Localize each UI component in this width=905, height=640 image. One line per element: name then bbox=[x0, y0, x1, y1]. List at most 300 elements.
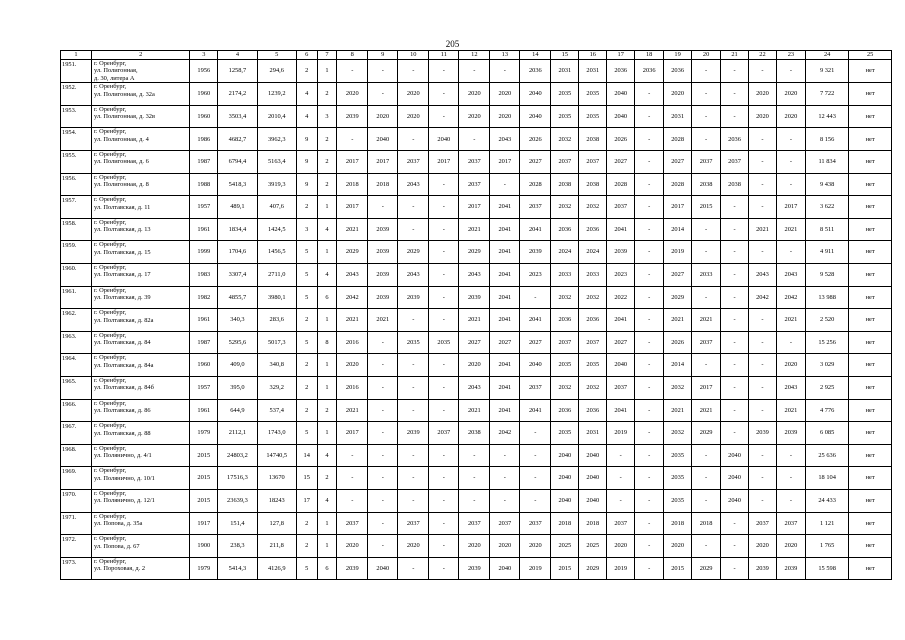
data-cell: - bbox=[429, 173, 459, 196]
data-cell: 2021 bbox=[664, 399, 692, 422]
column-number-cell: 9 bbox=[368, 51, 398, 60]
address-line: ул. Полигонная, д. 32а bbox=[94, 90, 155, 98]
data-cell: - bbox=[490, 60, 520, 83]
address-cell bbox=[92, 60, 190, 83]
data-cell: - bbox=[749, 173, 777, 196]
data-cell: 2027 bbox=[664, 151, 692, 174]
address-line: г. Оренбург, bbox=[94, 128, 127, 136]
address-cell bbox=[92, 399, 190, 422]
address-cell bbox=[92, 444, 190, 467]
data-cell: 2037 bbox=[337, 512, 368, 535]
data-cell: - bbox=[776, 444, 805, 467]
row-number: 1952. bbox=[61, 83, 92, 106]
data-cell: 2 bbox=[296, 354, 317, 377]
data-cell: - bbox=[368, 444, 398, 467]
data-cell: 2035 bbox=[429, 331, 459, 354]
data-cell: - bbox=[635, 309, 664, 332]
data-cell: 2038 bbox=[579, 128, 607, 151]
data-cell: 2020 bbox=[749, 83, 777, 106]
data-cell: 2020 bbox=[337, 354, 368, 377]
column-number-cell: 10 bbox=[398, 51, 429, 60]
data-cell: - bbox=[749, 331, 777, 354]
address-cell bbox=[92, 309, 190, 332]
data-cell: 6 bbox=[317, 557, 337, 580]
data-cell: 2027 bbox=[520, 151, 551, 174]
data-cell: - bbox=[776, 241, 805, 264]
data-cell: - bbox=[368, 489, 398, 512]
data-cell: 2038 bbox=[579, 173, 607, 196]
data-cell: 9 528 bbox=[805, 263, 848, 286]
row-number: 1961. bbox=[61, 286, 92, 309]
data-cell: 2024 bbox=[551, 241, 579, 264]
table-row bbox=[61, 241, 892, 264]
table-row bbox=[61, 399, 892, 422]
address-cell bbox=[92, 151, 190, 174]
data-cell: 2041 bbox=[607, 399, 635, 422]
data-cell: 2041 bbox=[490, 263, 520, 286]
data-cell: 2032 bbox=[579, 196, 607, 219]
data-cell: 2031 bbox=[579, 60, 607, 83]
data-cell: - bbox=[635, 196, 664, 219]
data-cell: нет bbox=[849, 241, 892, 264]
data-cell: 537,4 bbox=[257, 399, 296, 422]
data-cell: 2036 bbox=[551, 218, 579, 241]
data-cell: 1 bbox=[317, 512, 337, 535]
address-line: ул. Полянично, д. 10/1 bbox=[94, 474, 155, 482]
address-cell bbox=[92, 286, 190, 309]
address-cell bbox=[92, 376, 190, 399]
row-number: 1970. bbox=[61, 489, 92, 512]
data-cell: - bbox=[692, 218, 721, 241]
data-cell: 2026 bbox=[520, 128, 551, 151]
data-cell: 2033 bbox=[579, 263, 607, 286]
data-cell: нет bbox=[849, 331, 892, 354]
data-cell: 3 bbox=[317, 105, 337, 128]
data-cell: - bbox=[368, 467, 398, 490]
data-cell: 2 bbox=[296, 535, 317, 558]
data-cell: 2040 bbox=[490, 557, 520, 580]
data-cell: 2029 bbox=[692, 557, 721, 580]
data-cell: 13670 bbox=[257, 467, 296, 490]
data-cell: 2 bbox=[317, 83, 337, 106]
data-cell: - bbox=[635, 557, 664, 580]
data-cell: 2036 bbox=[579, 399, 607, 422]
data-cell: нет bbox=[849, 218, 892, 241]
data-cell: - bbox=[749, 467, 777, 490]
column-number-cell: 6 bbox=[296, 51, 317, 60]
data-cell: - bbox=[398, 467, 429, 490]
data-cell: - bbox=[721, 399, 749, 422]
data-cell: 2035 bbox=[551, 422, 579, 445]
data-cell: 4 bbox=[317, 444, 337, 467]
data-cell: 2 bbox=[296, 376, 317, 399]
data-cell: 2028 bbox=[607, 173, 635, 196]
address-line: ул. Полигонная, д. 8 bbox=[94, 181, 149, 188]
data-cell: 2040 bbox=[721, 489, 749, 512]
data-cell: нет bbox=[849, 60, 892, 83]
row-number: 1953. bbox=[61, 105, 92, 128]
data-cell: 3307,4 bbox=[218, 263, 257, 286]
data-cell: 2032 bbox=[664, 376, 692, 399]
data-cell: 2040 bbox=[579, 444, 607, 467]
data-cell: - bbox=[459, 444, 490, 467]
data-cell: 2029 bbox=[579, 557, 607, 580]
data-cell: 2031 bbox=[579, 422, 607, 445]
data-cell: 2020 bbox=[776, 354, 805, 377]
data-cell: 1 bbox=[317, 241, 337, 264]
data-cell: - bbox=[490, 467, 520, 490]
data-cell: 2040 bbox=[607, 105, 635, 128]
data-cell: 1456,5 bbox=[257, 241, 296, 264]
data-cell: - bbox=[368, 83, 398, 106]
data-cell: 2039 bbox=[459, 286, 490, 309]
data-cell: 2020 bbox=[398, 105, 429, 128]
table-row bbox=[61, 151, 892, 174]
data-cell: 2020 bbox=[459, 354, 490, 377]
data-cell: - bbox=[721, 105, 749, 128]
data-cell: 2019 bbox=[520, 557, 551, 580]
data-cell: нет bbox=[849, 263, 892, 286]
data-cell: 2026 bbox=[664, 331, 692, 354]
data-cell: 9 bbox=[296, 151, 317, 174]
table-row bbox=[61, 196, 892, 219]
data-cell: 8 511 bbox=[805, 218, 848, 241]
data-cell: 2037 bbox=[692, 151, 721, 174]
data-cell: 2039 bbox=[398, 422, 429, 445]
data-cell: 283,6 bbox=[257, 309, 296, 332]
data-cell: - bbox=[429, 376, 459, 399]
data-cell: - bbox=[635, 263, 664, 286]
data-cell: 2020 bbox=[368, 105, 398, 128]
data-cell: 1961 bbox=[190, 218, 218, 241]
data-cell: 2027 bbox=[459, 331, 490, 354]
address-line: д. 30, литера А bbox=[94, 74, 135, 82]
data-cell: - bbox=[429, 309, 459, 332]
data-cell: 2043 bbox=[459, 376, 490, 399]
address-line: г. Оренбург, bbox=[94, 399, 127, 407]
data-cell: - bbox=[692, 354, 721, 377]
data-cell: 2040 bbox=[368, 557, 398, 580]
address-line: ул. Полтавская, д. 82а bbox=[94, 316, 154, 324]
data-cell: 2041 bbox=[490, 354, 520, 377]
data-cell: 2711,0 bbox=[257, 263, 296, 286]
address-line: ул. Полянично, д. 4/1 bbox=[94, 452, 152, 460]
address-line: г. Оренбург, bbox=[94, 489, 127, 497]
data-cell: - bbox=[635, 331, 664, 354]
data-cell: 2039 bbox=[368, 218, 398, 241]
data-cell: 2 925 bbox=[805, 376, 848, 399]
data-cell: нет bbox=[849, 444, 892, 467]
data-cell: 5414,3 bbox=[218, 557, 257, 580]
data-cell: 2020 bbox=[664, 83, 692, 106]
data-cell: 2031 bbox=[664, 105, 692, 128]
data-cell: 3503,4 bbox=[218, 105, 257, 128]
data-cell: 2023 bbox=[607, 263, 635, 286]
row-number: 1968. bbox=[61, 444, 92, 467]
data-cell: 1424,5 bbox=[257, 218, 296, 241]
address-line: ул. Попова, д. 35а bbox=[94, 519, 143, 527]
data-cell: 5295,6 bbox=[218, 331, 257, 354]
data-cell: - bbox=[429, 444, 459, 467]
data-cell: 2037 bbox=[579, 331, 607, 354]
data-cell: 2018 bbox=[337, 173, 368, 196]
data-cell: - bbox=[398, 557, 429, 580]
table-row bbox=[61, 105, 892, 128]
data-cell: нет bbox=[849, 105, 892, 128]
data-cell: 6794,4 bbox=[218, 151, 257, 174]
data-cell: 2036 bbox=[664, 60, 692, 83]
data-cell: 18243 bbox=[257, 489, 296, 512]
data-cell: 2018 bbox=[368, 173, 398, 196]
data-cell: 2040 bbox=[551, 444, 579, 467]
data-cell: 2 bbox=[317, 151, 337, 174]
address-line: г. Оренбург, bbox=[94, 512, 127, 520]
address-line: г. Оренбург, bbox=[94, 354, 127, 362]
data-cell: 2040 bbox=[429, 128, 459, 151]
address-line: ул. Полтавская, д. 88 bbox=[94, 429, 151, 437]
table-row bbox=[61, 512, 892, 535]
data-cell: 2037 bbox=[398, 512, 429, 535]
data-cell: 7 722 bbox=[805, 83, 848, 106]
data-cell: 2035 bbox=[398, 331, 429, 354]
column-number-cell: 13 bbox=[490, 51, 520, 60]
data-cell: 2020 bbox=[490, 535, 520, 558]
address-cell bbox=[92, 557, 190, 580]
data-cell: 2037 bbox=[398, 151, 429, 174]
row-number: 1969. bbox=[61, 467, 92, 490]
address-cell bbox=[92, 83, 190, 106]
data-cell: 2035 bbox=[664, 489, 692, 512]
data-cell: 2021 bbox=[459, 309, 490, 332]
data-cell: - bbox=[721, 535, 749, 558]
data-cell: 2018 bbox=[551, 512, 579, 535]
address-line: ул. Полигонная, д. 4 bbox=[94, 135, 149, 143]
address-line: г. Оренбург, bbox=[94, 83, 127, 91]
data-cell: 1999 bbox=[190, 241, 218, 264]
row-number: 1971. bbox=[61, 512, 92, 535]
data-cell: - bbox=[776, 60, 805, 83]
data-cell: 2017 bbox=[337, 196, 368, 219]
data-cell: 1986 bbox=[190, 128, 218, 151]
row-number: 1956. bbox=[61, 173, 92, 196]
data-cell: 3 029 bbox=[805, 354, 848, 377]
data-cell: 2032 bbox=[551, 196, 579, 219]
data-cell: - bbox=[368, 422, 398, 445]
data-cell: 395,0 bbox=[218, 376, 257, 399]
data-cell: 12 443 bbox=[805, 105, 848, 128]
row-number: 1967. bbox=[61, 422, 92, 445]
data-cell: - bbox=[635, 354, 664, 377]
data-cell: 2020 bbox=[459, 535, 490, 558]
data-cell: 409,0 bbox=[218, 354, 257, 377]
data-cell: - bbox=[749, 196, 777, 219]
data-cell: 2025 bbox=[579, 535, 607, 558]
data-cell: - bbox=[635, 535, 664, 558]
address-line: г. Оренбург, bbox=[94, 467, 127, 475]
data-cell: нет bbox=[849, 354, 892, 377]
data-cell: нет bbox=[849, 557, 892, 580]
data-cell: 329,2 bbox=[257, 376, 296, 399]
data-cell: 2040 bbox=[579, 467, 607, 490]
data-cell: 2027 bbox=[607, 331, 635, 354]
data-cell: 2033 bbox=[692, 263, 721, 286]
data-cell: - bbox=[635, 467, 664, 490]
data-cell: - bbox=[692, 444, 721, 467]
data-cell: - bbox=[337, 467, 368, 490]
data-cell: 5 bbox=[296, 241, 317, 264]
data-cell: 8 bbox=[317, 331, 337, 354]
data-cell: 1900 bbox=[190, 535, 218, 558]
address-cell bbox=[92, 331, 190, 354]
data-cell: нет bbox=[849, 535, 892, 558]
data-cell: нет bbox=[849, 128, 892, 151]
data-cell: - bbox=[429, 535, 459, 558]
table-row bbox=[61, 60, 892, 83]
data-cell: 2039 bbox=[368, 241, 398, 264]
data-cell: - bbox=[337, 60, 368, 83]
data-cell: 2032 bbox=[579, 286, 607, 309]
data-cell: - bbox=[721, 422, 749, 445]
data-cell: 2038 bbox=[721, 173, 749, 196]
data-cell: - bbox=[776, 128, 805, 151]
data-cell: - bbox=[429, 241, 459, 264]
data-cell: 2026 bbox=[607, 128, 635, 151]
data-cell: 2032 bbox=[664, 422, 692, 445]
data-cell: - bbox=[749, 489, 777, 512]
column-number-cell: 17 bbox=[607, 51, 635, 60]
data-cell: - bbox=[368, 512, 398, 535]
data-cell: 5 bbox=[296, 422, 317, 445]
data-cell: - bbox=[520, 444, 551, 467]
data-cell: 2035 bbox=[664, 444, 692, 467]
data-cell: - bbox=[368, 331, 398, 354]
data-cell: 2027 bbox=[520, 331, 551, 354]
data-cell: - bbox=[635, 489, 664, 512]
data-cell: 2019 bbox=[607, 422, 635, 445]
data-cell: 2036 bbox=[579, 218, 607, 241]
data-cell: - bbox=[721, 309, 749, 332]
row-number: 1972. bbox=[61, 535, 92, 558]
table-row bbox=[61, 173, 892, 196]
data-cell: 2017 bbox=[337, 151, 368, 174]
data-cell: - bbox=[776, 151, 805, 174]
address-line: г. Оренбург, bbox=[94, 309, 127, 317]
column-number-cell: 3 bbox=[190, 51, 218, 60]
table-row bbox=[61, 331, 892, 354]
data-cell: 2014 bbox=[664, 354, 692, 377]
column-number-cell: 25 bbox=[849, 51, 892, 60]
table-row bbox=[61, 354, 892, 377]
data-cell: - bbox=[398, 354, 429, 377]
data-cell: 2027 bbox=[490, 331, 520, 354]
data-cell: 15 256 bbox=[805, 331, 848, 354]
data-cell: 2038 bbox=[692, 173, 721, 196]
data-cell: 2018 bbox=[692, 512, 721, 535]
data-cell: 1987 bbox=[190, 331, 218, 354]
data-cell: нет bbox=[849, 399, 892, 422]
housing-table bbox=[60, 50, 892, 580]
data-cell: - bbox=[749, 128, 777, 151]
data-cell: 2025 bbox=[551, 535, 579, 558]
data-cell: 2039 bbox=[368, 263, 398, 286]
column-number-cell: 23 bbox=[776, 51, 805, 60]
data-cell: 2040 bbox=[520, 105, 551, 128]
data-cell: 5 bbox=[296, 331, 317, 354]
data-cell: 2020 bbox=[337, 83, 368, 106]
data-cell: - bbox=[429, 60, 459, 83]
data-cell: 3919,3 bbox=[257, 173, 296, 196]
data-cell: - bbox=[692, 489, 721, 512]
data-cell: - bbox=[635, 241, 664, 264]
data-cell: - bbox=[368, 196, 398, 219]
data-cell: 211,8 bbox=[257, 535, 296, 558]
data-cell: 2039 bbox=[749, 557, 777, 580]
data-cell: 2029 bbox=[459, 241, 490, 264]
data-cell: 2036 bbox=[579, 309, 607, 332]
data-cell: 2036 bbox=[520, 60, 551, 83]
address-cell bbox=[92, 241, 190, 264]
data-cell: 2037 bbox=[692, 331, 721, 354]
data-cell: 2015 bbox=[664, 557, 692, 580]
data-cell: 2029 bbox=[337, 241, 368, 264]
data-cell: - bbox=[692, 241, 721, 264]
data-cell: 2040 bbox=[721, 444, 749, 467]
address-line: ул. Пороховая, д. 2 bbox=[94, 565, 146, 573]
data-cell: 2020 bbox=[664, 535, 692, 558]
data-cell: 2021 bbox=[776, 309, 805, 332]
data-cell: нет bbox=[849, 467, 892, 490]
data-cell: - bbox=[635, 218, 664, 241]
data-cell: 4682,7 bbox=[218, 128, 257, 151]
data-cell: 2017 bbox=[337, 422, 368, 445]
data-cell: - bbox=[607, 467, 635, 490]
data-cell: - bbox=[337, 128, 368, 151]
data-cell: 2021 bbox=[692, 399, 721, 422]
data-cell: - bbox=[398, 218, 429, 241]
address-line: г. Оренбург, bbox=[94, 105, 127, 113]
address-cell bbox=[92, 489, 190, 512]
address-line: ул. Полтавская, д. 15 bbox=[94, 248, 151, 256]
data-cell: 9 321 bbox=[805, 60, 848, 83]
address-line: г. Оренбург, bbox=[94, 173, 127, 181]
data-cell: 2021 bbox=[692, 309, 721, 332]
address-line: г. Оренбург, bbox=[94, 444, 127, 452]
data-cell: 2 bbox=[317, 173, 337, 196]
data-cell: 2021 bbox=[749, 218, 777, 241]
data-cell: 9 bbox=[296, 173, 317, 196]
data-cell: 1 121 bbox=[805, 512, 848, 535]
data-cell: нет bbox=[849, 422, 892, 445]
data-cell: 4 bbox=[296, 83, 317, 106]
data-cell: 2037 bbox=[459, 151, 490, 174]
row-number: 1965. bbox=[61, 376, 92, 399]
column-number-cell: 18 bbox=[635, 51, 664, 60]
data-cell: - bbox=[429, 399, 459, 422]
column-number-cell: 16 bbox=[579, 51, 607, 60]
data-cell: 2 bbox=[296, 196, 317, 219]
data-cell: 2015 bbox=[692, 196, 721, 219]
data-cell: 5 bbox=[296, 263, 317, 286]
column-number-cell: 2 bbox=[92, 51, 190, 60]
data-cell: 2042 bbox=[337, 286, 368, 309]
data-cell: 17 bbox=[296, 489, 317, 512]
data-cell: 2037 bbox=[520, 196, 551, 219]
data-cell: - bbox=[459, 128, 490, 151]
data-cell: нет bbox=[849, 286, 892, 309]
data-cell: 2043 bbox=[459, 263, 490, 286]
data-cell: 2040 bbox=[607, 354, 635, 377]
data-cell: - bbox=[635, 512, 664, 535]
